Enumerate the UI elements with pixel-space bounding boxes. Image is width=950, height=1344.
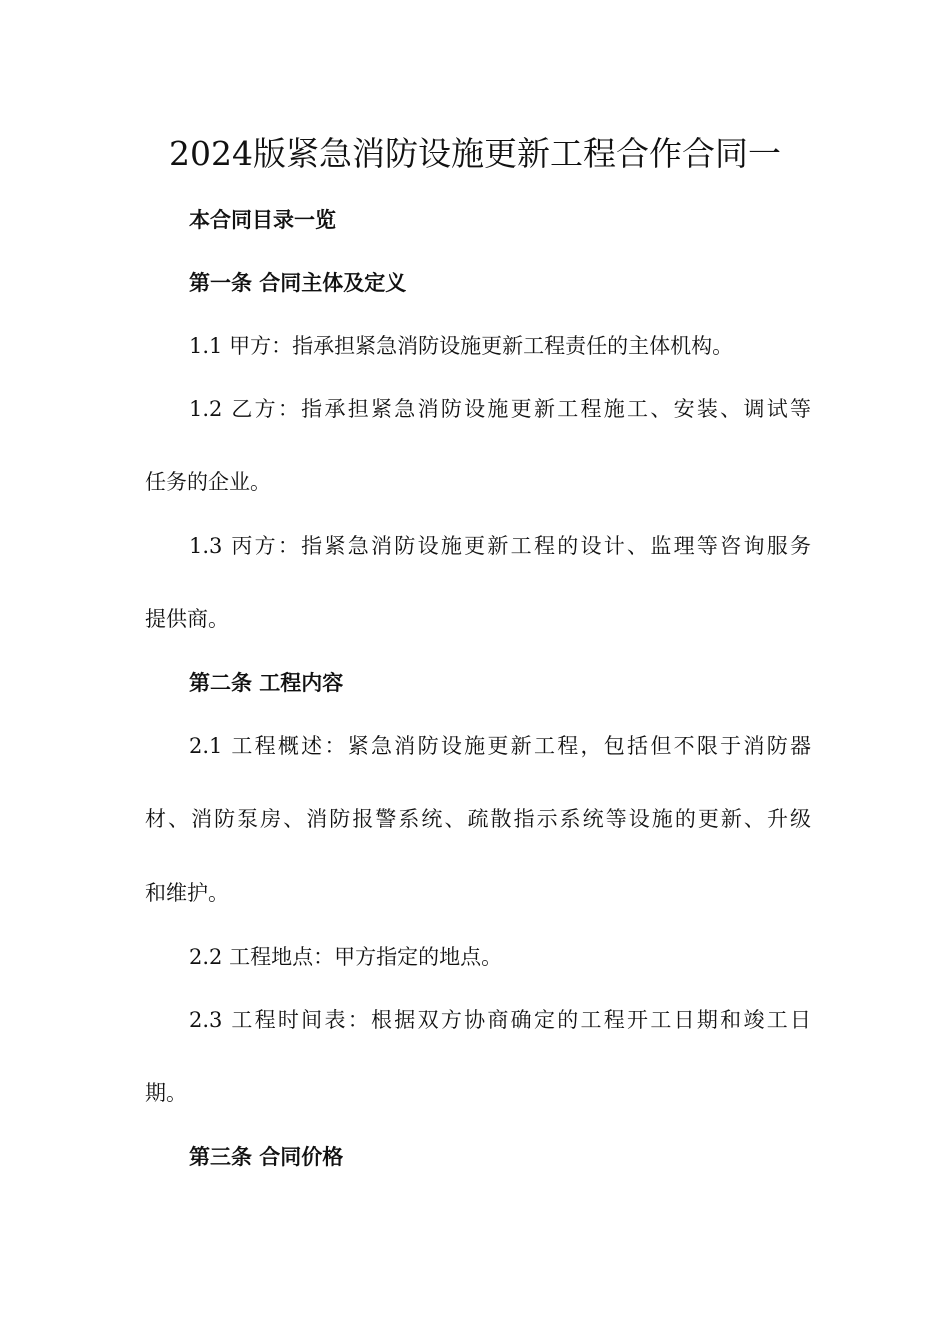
clause-2-1-line-3: 和维护。 <box>145 881 229 905</box>
clause-1-2-line-1: 1.2 乙方：指承担紧急消防设施更新工程施工、安装、调试等 <box>189 397 811 421</box>
clause-2-2: 2.2 工程地点：甲方指定的地点。 <box>189 945 503 969</box>
article-1-heading: 第一条 合同主体及定义 <box>189 271 407 295</box>
article-3-heading: 第三条 合同价格 <box>189 1145 344 1169</box>
clause-2-1-line-2: 材、消防泵房、消防报警系统、疏散指示系统等设施的更新、升级 <box>145 807 811 831</box>
clause-2-3-line-1: 2.3 工程时间表：根据双方协商确定的工程开工日期和竣工日 <box>189 1008 811 1032</box>
toc-heading: 本合同目录一览 <box>189 208 336 232</box>
clause-2-1-line-1: 2.1 工程概述：紧急消防设施更新工程，包括但不限于消防器 <box>189 734 811 758</box>
document-title: 2024版紧急消防设施更新工程合作合同一 <box>169 134 781 173</box>
clause-1-3-line-1: 1.3 丙方：指紧急消防设施更新工程的设计、监理等咨询服务 <box>189 534 811 558</box>
clause-1-3-line-2: 提供商。 <box>145 607 229 631</box>
clause-1-2-line-2: 任务的企业。 <box>145 470 271 494</box>
clause-2-3-line-2: 期。 <box>145 1081 187 1105</box>
article-2-heading: 第二条 工程内容 <box>189 671 344 695</box>
clause-1-1: 1.1 甲方：指承担紧急消防设施更新工程责任的主体机构。 <box>189 334 734 358</box>
